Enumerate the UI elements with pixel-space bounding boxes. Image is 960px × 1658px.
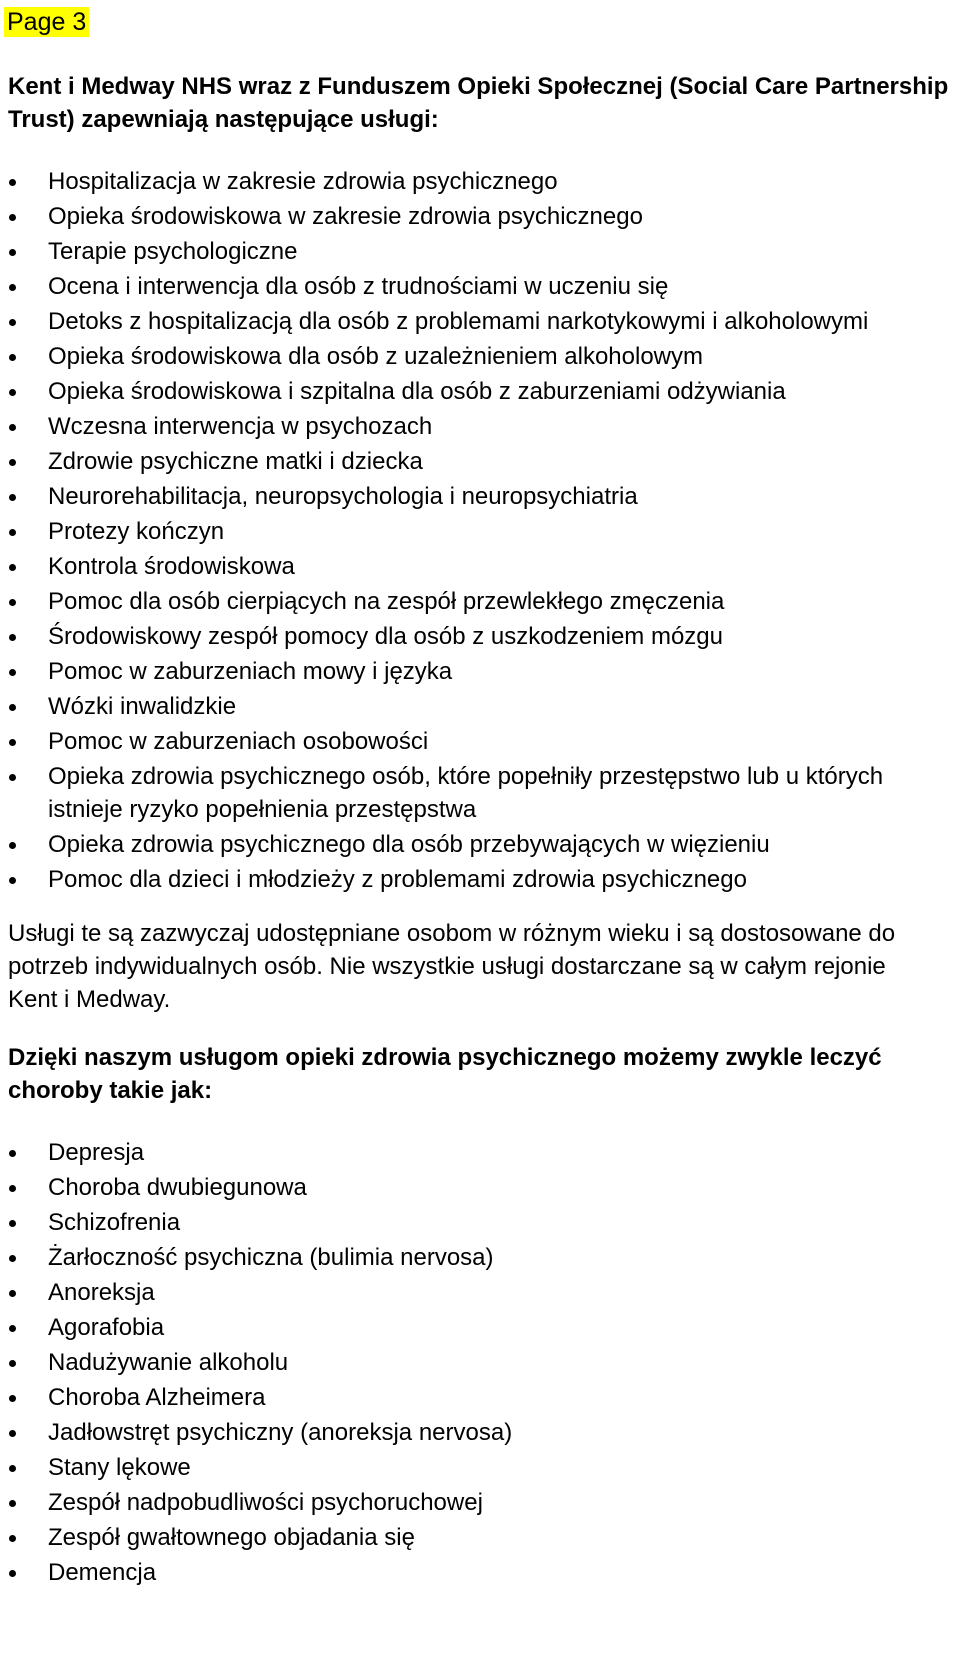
list-item <box>0 585 940 618</box>
bullet-icon <box>9 1325 16 1332</box>
list-item <box>0 1136 940 1169</box>
bullet-icon <box>9 319 16 326</box>
page-label: Page 3 <box>4 7 89 37</box>
bullet-icon <box>9 214 16 221</box>
bullet-icon <box>9 564 16 571</box>
bullet-icon <box>9 249 16 256</box>
list-item-text: Pomoc w zaburzeniach osobowości <box>48 728 429 755</box>
bullet-icon <box>9 1360 16 1367</box>
bullet-icon <box>9 669 16 676</box>
list-item-text: Pomoc w zaburzeniach mowy i języka <box>48 658 453 685</box>
list-item-text: Choroba Alzheimera <box>48 1384 266 1411</box>
list-item <box>0 445 940 478</box>
list-item <box>0 1381 940 1414</box>
list-item-text: Zespół gwałtownego objadania się <box>48 1524 415 1551</box>
list-item-text: Opieka środowiskowa i szpitalna dla osób z zaburzeniami odżywiania <box>48 378 786 405</box>
list-item <box>0 828 940 861</box>
list-item <box>0 550 940 583</box>
list-item-text: Opieka zdrowia psychicznego osób, które popełniły przestępstwo lub u których istnieje ryzyko popełnienia przestępstwa <box>48 763 884 823</box>
list-item-text: Pomoc dla dzieci i młodzieży z problemami zdrowia psychicznego <box>48 866 747 893</box>
list-item-text: Agorafobia <box>48 1314 165 1341</box>
list-item-text: Środowiskowy zespół pomocy dla osób z uszkodzeniem mózgu <box>48 623 723 650</box>
bullet-icon <box>9 1465 16 1472</box>
list-item-text: Demencja <box>48 1559 157 1586</box>
bullet-icon <box>9 1570 16 1577</box>
list-item <box>0 655 940 688</box>
conditions-list <box>0 1136 940 1591</box>
services-heading: Kent i Medway NHS wraz z Funduszem Opieki Społecznej (Social Care Partnership Trust) zapewniają następujące usługi: <box>8 73 949 133</box>
list-item-text: Zespół nadpobudliwości psychoruchowej <box>48 1489 483 1516</box>
bullet-icon <box>9 704 16 711</box>
list-item-text: Wczesna interwencja w psychozach <box>48 413 433 440</box>
list-item <box>0 760 940 826</box>
list-item-text: Terapie psychologiczne <box>48 238 298 265</box>
list-item <box>0 1556 940 1589</box>
bullet-icon <box>9 842 16 849</box>
list-item <box>0 235 940 268</box>
list-item <box>0 1311 940 1344</box>
bullet-icon <box>9 739 16 746</box>
conditions-heading: Dzięki naszym usługom opieki zdrowia psychicznego możemy zwykle leczyć choroby takie jak: <box>8 1044 882 1104</box>
list-item <box>0 515 940 548</box>
list-item <box>0 165 940 198</box>
bullet-icon <box>9 424 16 431</box>
list-item-text: Jadłowstręt psychiczny (anoreksja nervosa) <box>48 1419 513 1446</box>
bullet-icon <box>9 1535 16 1542</box>
list-item-text: Depresja <box>48 1139 145 1166</box>
list-item <box>0 620 940 653</box>
bullet-icon <box>9 1185 16 1192</box>
bullet-icon <box>9 529 16 536</box>
list-item-text: Żarłoczność psychiczna (bulimia nervosa) <box>48 1244 494 1271</box>
list-item-text: Stany lękowe <box>48 1454 191 1481</box>
list-item-text: Neurorehabilitacja, neuropsychologia i neuropsychiatria <box>48 483 638 510</box>
list-item-text: Pomoc dla osób cierpiących na zespół przewlekłego zmęczenia <box>48 588 725 615</box>
list-item-text: Wózki inwalidzkie <box>48 693 237 720</box>
list-item <box>0 270 940 303</box>
list-item-text: Nadużywanie alkoholu <box>48 1349 289 1376</box>
services-paragraph: Usługi te są zazwyczaj udostępniane osobom w różnym wieku i są dostosowane do potrzeb indywidualnych osób. Nie wszystkie usługi dostarczane są w całym rejonie Kent i Medway. <box>8 920 896 1013</box>
bullet-icon <box>9 1150 16 1157</box>
list-item-text: Opieka środowiskowa dla osób z uzależnieniem alkoholowym <box>48 343 703 370</box>
list-item-text: Opieka zdrowia psychicznego dla osób przebywających w więzieniu <box>48 831 770 858</box>
list-item-text: Detoks z hospitalizacją dla osób z problemami narkotykowymi i alkoholowymi <box>48 308 869 335</box>
list-item <box>0 340 940 373</box>
list-item <box>0 1241 940 1274</box>
list-item <box>0 1206 940 1239</box>
list-item <box>0 690 940 723</box>
list-item-text: Zdrowie psychiczne matki i dziecka <box>48 448 423 475</box>
list-item-text: Kontrola środowiskowa <box>48 553 295 580</box>
list-item <box>0 1171 940 1204</box>
list-item-text: Opieka środowiskowa w zakresie zdrowia psychicznego <box>48 203 643 230</box>
bullet-icon <box>9 774 16 781</box>
services-list <box>0 165 940 898</box>
list-item <box>0 1451 940 1484</box>
bullet-icon <box>9 1395 16 1402</box>
list-item <box>0 480 940 513</box>
bullet-icon <box>9 459 16 466</box>
list-item-text: Hospitalizacja w zakresie zdrowia psychicznego <box>48 168 558 195</box>
list-item <box>0 1346 940 1379</box>
bullet-icon <box>9 179 16 186</box>
bullet-icon <box>9 494 16 501</box>
list-item <box>0 305 940 338</box>
bullet-icon <box>9 354 16 361</box>
list-item <box>0 1276 940 1309</box>
bullet-icon <box>9 1500 16 1507</box>
list-item <box>0 1416 940 1449</box>
list-item-text: Anoreksja <box>48 1279 155 1306</box>
bullet-icon <box>9 634 16 641</box>
bullet-icon <box>9 877 16 884</box>
bullet-icon <box>9 389 16 396</box>
list-item-text: Ocena i interwencja dla osób z trudnościami w uczeniu się <box>48 273 669 300</box>
list-item-text: Schizofrenia <box>48 1209 181 1236</box>
list-item <box>0 1486 940 1519</box>
bullet-icon <box>9 1290 16 1297</box>
list-item <box>0 200 940 233</box>
list-item <box>0 863 940 896</box>
bullet-icon <box>9 1220 16 1227</box>
list-item <box>0 1521 940 1554</box>
list-item <box>0 725 940 758</box>
list-item-text: Choroba dwubiegunowa <box>48 1174 307 1201</box>
bullet-icon <box>9 284 16 291</box>
list-item-text: Protezy kończyn <box>48 518 225 545</box>
list-item <box>0 410 940 443</box>
list-item <box>0 375 940 408</box>
bullet-icon <box>9 1255 16 1262</box>
bullet-icon <box>9 1430 16 1437</box>
bullet-icon <box>9 599 16 606</box>
